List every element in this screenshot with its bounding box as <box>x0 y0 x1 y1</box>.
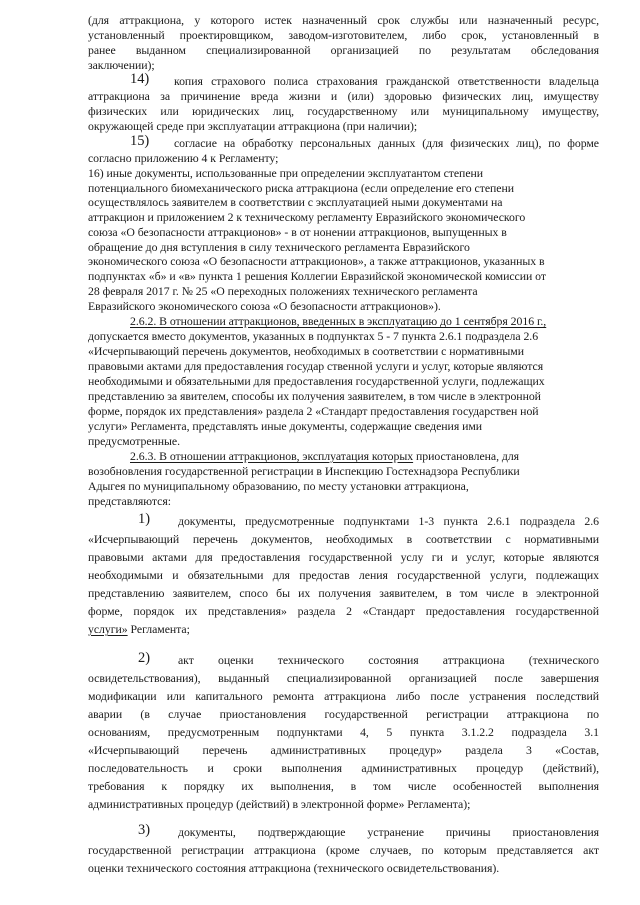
text-line: услуги» Регламента, представлять иные документы, содержащие сведения ими <box>88 419 483 433</box>
item-number-15: 15) <box>130 133 150 149</box>
text-line: акт оценки технического состояния аттракциона (технического <box>178 653 599 667</box>
text-line: правовыми актами для предоставления государственной услу ги и услуг, которые являются <box>88 550 599 564</box>
text-line: заключении); <box>88 58 155 72</box>
text-line: подпунктах «б» и «в» пункта 1 решения Коллегии Евразийской экономической комиссии от <box>88 269 546 283</box>
text-line: согласие на обработку персональных данных (для физических лиц), по форме <box>174 136 599 150</box>
text-line: представлению за явителем, способы их получения заявителем, в том числе в электронной <box>88 389 541 403</box>
text-line: аттракцион и приложением 2 к техническому регламенту Евразийского экономического <box>88 210 526 224</box>
text-line: последовательность и сроки выполнения административных процедур (действий), <box>88 761 599 775</box>
text-line: возобновления государственной регистрации в Инспекцию Гостехнадзора Республики <box>88 464 520 478</box>
text-line: освидетельствования), выданный специализированной организацией после завершения <box>88 671 599 685</box>
uslugi-underlined: услуги» <box>88 622 128 636</box>
text-line: форме, порядок их представления» раздела 2 «Стандарт предоставления государственной <box>88 604 599 618</box>
text-line: необходимыми и обязательными для предостав ления государственной услуги, подлежащих <box>88 568 599 582</box>
text-line: представлению заявителем, спосо бы их получения заявителем, в том числе в электронной <box>88 586 599 600</box>
text-line: аварии (в случае приостановления государственной регистрации аттракциона по <box>88 707 599 721</box>
text-line: согласно приложению 4 к Регламенту; <box>88 151 279 165</box>
text-line <box>88 622 190 636</box>
text-line: экономического союза «О безопасности аттракционов», а также аттракционов, указанных в <box>88 254 545 268</box>
text-line: модификации или капитального ремонта аттракциона либо после устранения последствий <box>88 689 599 703</box>
item-number-14: 14) <box>130 71 150 87</box>
text-line: «Исчерпывающий перечень документов, необходимых в соответствии с нормативными <box>88 532 599 546</box>
section-2-6-3-heading: 2.6.3. В отношении аттракционов, эксплуатация которых <box>130 449 414 463</box>
text-line: документы, предусмотренные подпунктами 1-3 пункта 2.6.1 подраздела 2.6 <box>178 514 599 528</box>
text-line: окружающей среде при эксплуатации аттракциона (при наличии); <box>88 119 418 133</box>
text-line: документы, подтверждающие устранение причины приостановления <box>178 825 599 839</box>
text-line: форме, порядок их представления» раздела 2 «Стандарт предоставления государствен ной <box>88 404 539 418</box>
text-line: Адыгея по муниципальному образованию, по месту установки аттракциона, <box>88 479 469 493</box>
text-line: правовыми актами для предоставления государ ственной услуги и услуг, которые являются <box>88 359 544 373</box>
text-line: «Исчерпывающий перечень документов, необходимых в соответствии с нормативными <box>88 344 524 358</box>
text-line: осуществлялось заявителем в соответствии с эксплуатацией ными документами на <box>88 195 503 209</box>
text-line: обращение до дня вступления в силу технического регламента Евразийского <box>88 240 470 254</box>
text-line: (для аттракциона, у которого истек назначенный срок службы или назначенный ресурс, <box>88 13 599 27</box>
text-line-2-6-3 <box>130 449 519 463</box>
text-line: административных процедур (действий) в электронной форме» Регламента); <box>88 797 471 811</box>
section-2-6-2-heading: 2.6.2. В отношении аттракционов, введенных в эксплуатацию до 1 сентября 2016 г., <box>130 314 547 328</box>
text-line: необходимыми и обязательными для предоставления государственной услуги, подлежащих <box>88 374 545 388</box>
text-line: копия страхового полиса страхования гражданской ответственности владельца <box>174 74 599 88</box>
text-line: требования к порядку их выполнения, в том числе особенностей выполнения <box>88 779 599 793</box>
text-fragment: Регламента; <box>130 622 190 636</box>
text-line: допускается вместо документов, указанных в подпунктах 5 - 7 пункта 2.6.1 подраздела 2.6 <box>88 329 539 343</box>
text-line: предусмотренные. <box>88 434 181 448</box>
text-line: государственной регистрации аттракциона (кроме случаев, по которым представляется акт <box>88 843 599 857</box>
text-line: основаниям, предусмотренным подпунктами 4, 5 пункта 3.1.2.2 подраздела 3.1 <box>88 725 599 739</box>
item-number-3: 3) <box>138 822 150 838</box>
text-line: установленный проектировщиком, заводом-изготовителем, либо срок, установленный в <box>88 28 599 42</box>
text-fragment: приостановлена, для <box>416 449 520 463</box>
text-line: 28 февраля 2017 г. № 25 «О переходных положениях технического регламента <box>88 284 478 298</box>
text-line: «Исчерпывающий перечень административных процедур» раздела 3 «Состав, <box>88 743 599 757</box>
text-line-2-6-2 <box>130 314 546 328</box>
text-line: ранее выданном специализированной организацией по результатам обследования <box>88 43 599 57</box>
text-line: Евразийского экономического союза «О безопасности аттракционов»). <box>88 299 441 313</box>
item-number-1: 1) <box>138 511 150 527</box>
text-line: представляются: <box>88 494 171 508</box>
text-line: союза «О безопасности аттракционов» - в от нонении аттракционов, выпущенных в <box>88 225 507 239</box>
text-line: физических или юридических лиц, государственному или муниципальному имуществу, <box>88 104 599 118</box>
text-line: 16) иные документы, использованные при определении эксплуатантом степени <box>88 166 484 180</box>
item-number-2: 2) <box>138 650 150 666</box>
text-line: оценки технического состояния аттракциона (технического освидетельствования). <box>88 861 500 875</box>
text-line: потенциального биомеханического риска аттракциона (если определение его степени <box>88 181 515 195</box>
text-line: аттракциона за причинение вреда жизни и (или) здоровью физических лиц, имуществу <box>88 89 599 103</box>
